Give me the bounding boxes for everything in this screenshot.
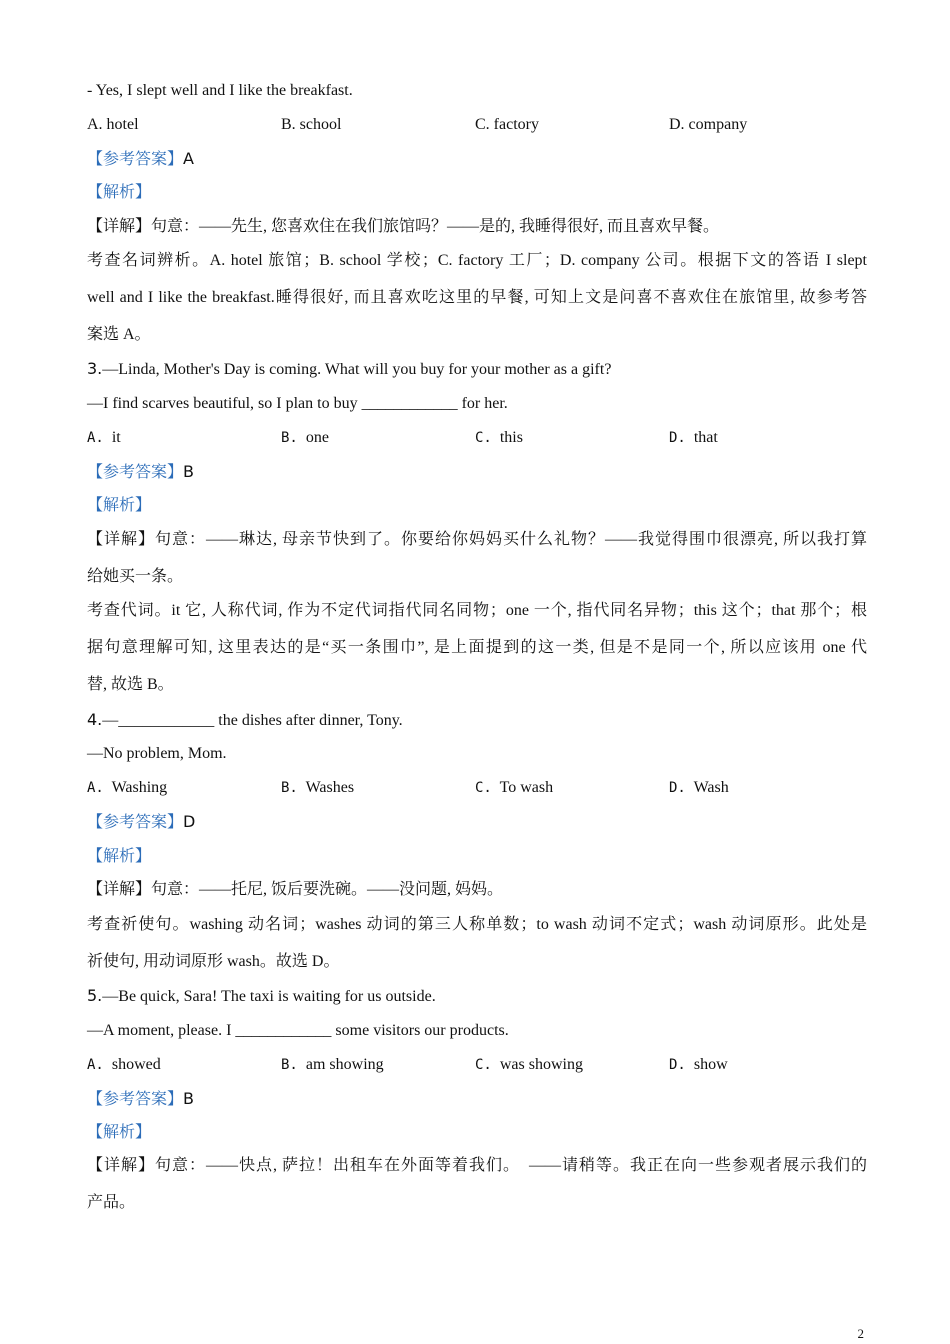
q2-answer-line: - Yes, I slept well and I like the breakfast.: [87, 82, 353, 99]
reference-answer-label: 【参考答案】: [87, 1091, 184, 1108]
q2-option-c: C. factory: [475, 116, 539, 133]
reference-answer-label: 【参考答案】: [87, 814, 184, 831]
page-number: 2: [857, 1326, 864, 1341]
q4-option-d: D. Wash: [669, 779, 729, 796]
q2-reference-answer: [87, 149, 867, 170]
q2-option-a: A. hotel: [87, 116, 139, 133]
q5-option-a: A. showed: [87, 1056, 161, 1073]
q4-option-c: C. To wash: [475, 779, 554, 796]
q4-reference-answer: [87, 812, 867, 833]
question-number: 5.: [87, 986, 103, 1005]
q2-options: [87, 115, 867, 135]
q2-option-b: B. school: [281, 116, 342, 133]
q5-stem-reply: —A moment, please. I ____________ some visitors our products.: [87, 1022, 509, 1039]
q5-analysis-label: 【解析】: [87, 1124, 152, 1141]
q3-option-b: B. one: [281, 429, 329, 446]
q2-explain-line: well and I like the breakfast.睡得很好, 而且喜欢吃这里的早餐, 可知上文是问喜不喜欢住在旅馆里, 故参考答: [87, 289, 867, 306]
q5-reference-answer: [87, 1089, 867, 1110]
q3-stem-reply: —I find scarves beautiful, so I plan to buy ____________ for her.: [87, 395, 508, 412]
q4-stem-reply: —No problem, Mom.: [87, 745, 227, 762]
q5-option-b: B. am showing: [281, 1056, 384, 1073]
q5-options: [87, 1055, 867, 1075]
q3-options: [87, 428, 867, 448]
q4-stem-text: —____________ the dishes after dinner, Tony.: [102, 712, 403, 729]
q4-explain-line: 考查祈使句。washing 动名词；washes 动词的第三人称单数；to wash 动词不定式；wash 动词原形。此处是: [87, 916, 867, 933]
q3-stem-text: —Linda, Mother's Day is coming. What will you buy for your mother as a gift?: [102, 361, 612, 378]
q3-explain-line: 考查代词。it 它, 人称代词, 作为不定代词指代同名同物；one 一个, 指代同名异物；this 这个；that 那个；根: [87, 602, 867, 619]
q4-option-a: A. Washing: [87, 779, 168, 796]
reference-answer-value: B: [183, 1089, 194, 1108]
q3-detail-line: 给她买一条。: [87, 568, 184, 585]
q5-detail-line: 【详解】句意：——快点, 萨拉！出租车在外面等着我们。 ——请稍等。我正在向一些参观者展示我们的: [87, 1157, 867, 1174]
reference-answer-value: B: [183, 462, 194, 481]
q2-explain-line: 案选 A。: [87, 326, 151, 343]
q5-stem: [87, 986, 867, 1007]
question-number: 3.: [87, 359, 103, 378]
q2-analysis-label: 【解析】: [87, 184, 152, 201]
reference-answer-label: 【参考答案】: [87, 151, 184, 168]
q3-analysis-label: 【解析】: [87, 497, 152, 514]
q3-stem: [87, 359, 867, 380]
q4-option-b: B. Washes: [281, 779, 355, 796]
q4-explain-line: 祈使句, 用动词原形 wash。故选 D。: [87, 953, 340, 970]
q4-options: [87, 778, 867, 798]
q3-option-a: A. it: [87, 429, 121, 446]
q2-detail: 【详解】句意：——先生, 您喜欢住在我们旅馆吗？——是的, 我睡得很好, 而且喜欢早餐。: [87, 218, 720, 235]
q4-analysis-label: 【解析】: [87, 848, 152, 865]
q3-option-c: C. this: [475, 429, 523, 446]
reference-answer-value: A: [183, 149, 194, 168]
q3-explain-line: 替, 故选 B。: [87, 676, 174, 693]
q2-explain-line: 考查名词辨析。A. hotel 旅馆；B. school 学校；C. factory 工厂；D. company 公司。根据下文的答语 I slept: [87, 252, 867, 269]
q5-stem-text: —Be quick, Sara! The taxi is waiting for us outside.: [102, 988, 436, 1005]
q3-detail-line: 【详解】句意：——琳达, 母亲节快到了。你要给你妈妈买什么礼物？——我觉得围巾很漂亮, 所以我打算: [87, 531, 867, 548]
q5-option-d: D. show: [669, 1056, 728, 1073]
reference-answer-value: D: [183, 812, 196, 831]
q5-option-c: C. was showing: [475, 1056, 583, 1073]
q3-reference-answer: [87, 462, 867, 483]
q5-detail-line: 产品。: [87, 1194, 136, 1211]
q3-option-d: D. that: [669, 429, 718, 446]
question-number: 4.: [87, 710, 103, 729]
q4-stem: [87, 710, 867, 731]
q2-option-d: D. company: [669, 116, 748, 133]
q4-detail: 【详解】句意：——托尼, 饭后要洗碗。——没问题, 妈妈。: [87, 881, 504, 898]
reference-answer-label: 【参考答案】: [87, 464, 184, 481]
q3-explain-line: 据句意理解可知, 这里表达的是“买一条围巾”, 是上面提到的这一类, 但是不是同一个, 所以应该用 one 代: [87, 639, 867, 656]
